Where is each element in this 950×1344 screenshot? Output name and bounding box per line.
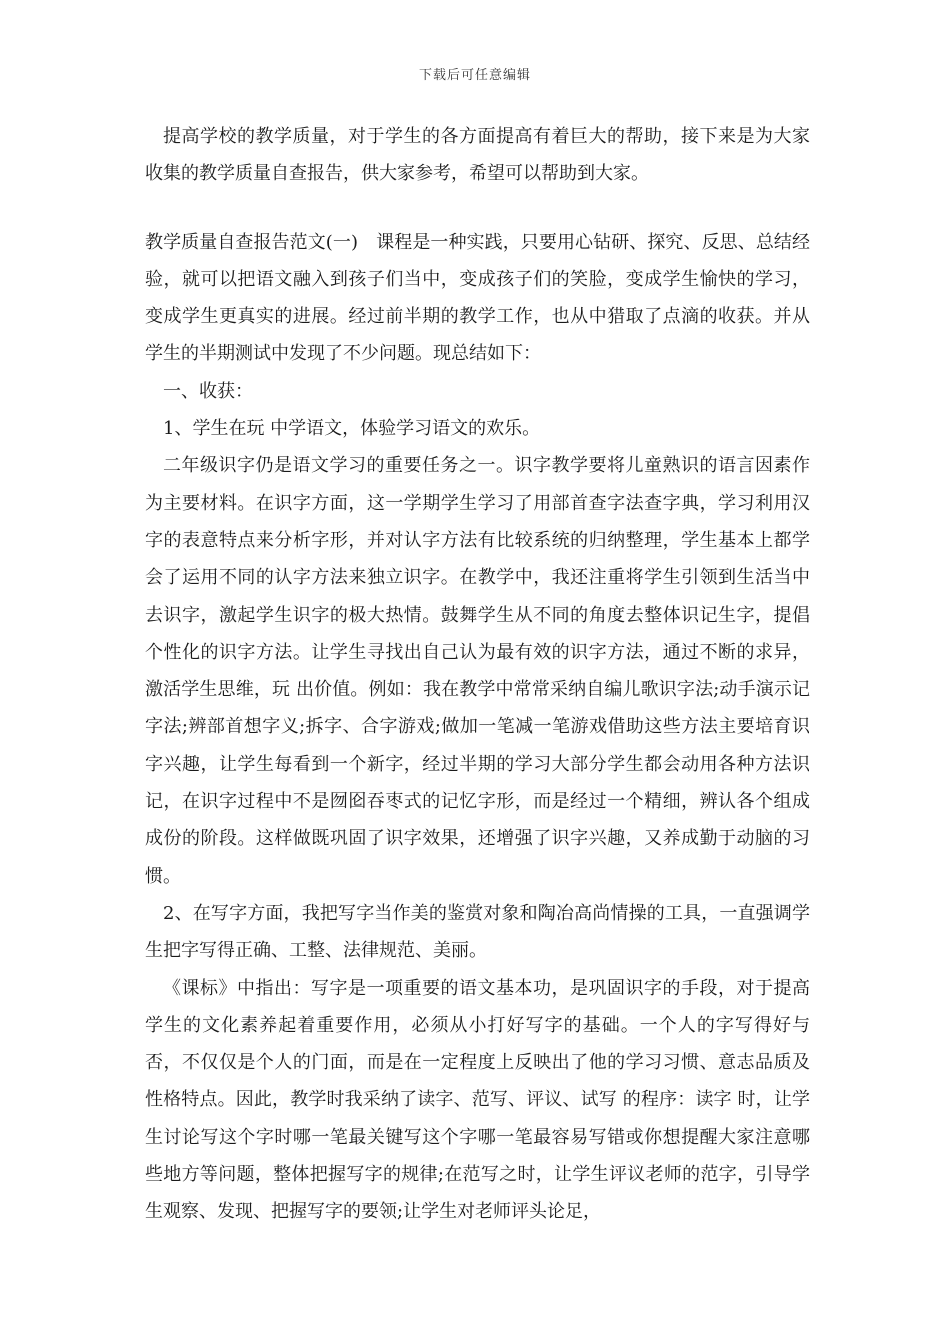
- intro-paragraph: 提高学校的教学质量，对于学生的各方面提高有着巨大的帮助，接下来是为大家收集的教学质量自查报告，供大家参考，希望可以帮助到大家。: [145, 126, 810, 185]
- standards-paragraph: 《课标》中指出：写字是一项重要的语文基本功，是巩固识字的手段，对于提高学生的文化素养起着重要作用，必须从小打好写字的基础。一个人的字写得好与否，不仅仅是个人的门面，而是在一定程度上反映出了他的学习习惯、意志品质及性格特点。因此，教学时我采纳了读字、范写、评议、试写 的程序：读字 时，让学生讨论写这个字时哪一笔最关键写这个字哪一笔最容易写错或你想提醒大家注意哪些地方等问题，整体把握写字的规律;在范写之时，让学生评议老师的范字，引导学生观察、发现、把握写字的要领;让学生对老师评头论足，: [145, 977, 810, 1223]
- heading-harvest: 一、收获：: [163, 380, 253, 402]
- point-2-heading: 2、在写字方面，我把写字当作美的鉴赏对象和陶冶高尚情操的工具，一直强调学生把字写得正确、工整、法律规范、美丽。: [145, 902, 810, 962]
- document-body: [145, 118, 810, 1231]
- section-intro-paragraph: 教学质量自查报告范文(一) 课程是一种实践，只要用心钻研、探究、反思、总结经验，就可以把语文融入到孩子们当中，变成孩子们的笑脸，变成学生愉快的学习，变成学生更真实的进展。经过前半期的教学工作，也从中猎取了点滴的收获。并从学生的半期测试中发现了不少问题。现总结如下：: [145, 231, 810, 365]
- point-1-heading: 1、学生在玩 中学语文，体验学习语文的欢乐。: [163, 418, 541, 440]
- page-header-note: 下载后可任意编辑: [418, 68, 531, 83]
- literacy-paragraph: 二年级识字仍是语文学习的重要任务之一。识字教学要将儿童熟识的语言因素作为主要材料。在识字方面，这一学期学生学习了用部首查字法查字典，学习利用汉字的表意特点来分析字形，并对认字方法有比较系统的归纳整理，学生基本上都学会了运用不同的认字方法来独立识字。在教学中，我还注重将学生引领到生活当中去识字，激起学生识字的极大热情。鼓舞学生从不同的角度去整体识记生字，提倡个性化的识字方法。让学生寻找出自己认为最有效的识字方法，通过不断的求异，激活学生思维，玩 出价值。例如：我在教学中常常采纳自编儿歌识字法;动手演示记字法;辨部首想字义;拆字、合字游戏;做加一笔减一笔游戏借助这些方法主要培育识字兴趣，让学生每看到一个新字，经过半期的学习大部分学生都会动用各种方法识记，在识字过程中不是囫囵吞枣式的记忆字形，而是经过一个精细，辨认各个组成成份的阶段。这样做既巩固了识字效果，还增强了识字兴趣，又养成勤于动脑的习惯。: [145, 455, 810, 887]
